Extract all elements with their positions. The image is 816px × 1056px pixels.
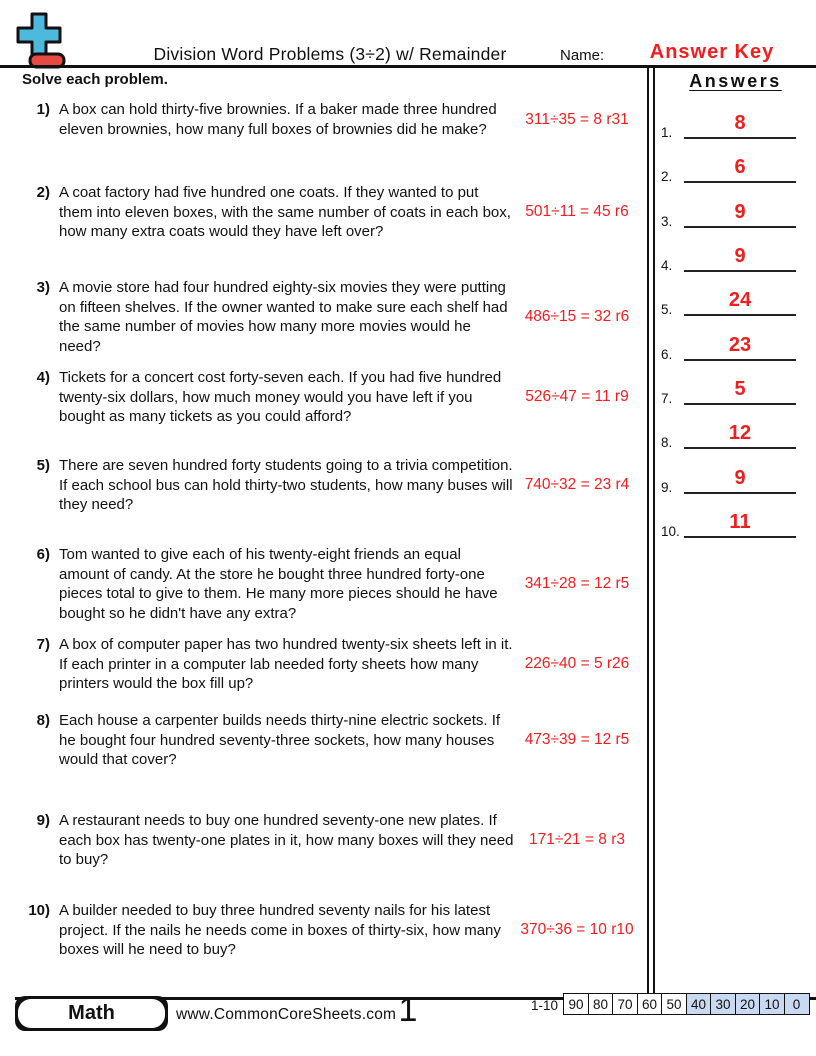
answer-value: 9	[734, 201, 746, 223]
score-cell: 70	[612, 993, 638, 1015]
answer-row	[655, 198, 816, 228]
answer-row	[655, 109, 816, 139]
answers-panel	[655, 66, 816, 626]
answer-number: 8.	[661, 435, 673, 450]
problem-equation: 171÷21 = 8 r3	[529, 831, 625, 849]
answer-value: 5	[734, 378, 746, 400]
problem-text: Tickets for a concert cost forty-seven each. If you had five hundred twenty-six dollars, how much money would you have left if you bought as many tickets as you could afford?	[59, 369, 502, 425]
answer-value: 6	[734, 156, 746, 178]
answer-number: 1.	[661, 125, 673, 140]
problem-equation: 341÷28 = 12 r5	[524, 575, 630, 592]
problem-number: 5)	[36, 457, 50, 474]
subject-label: Math	[18, 999, 165, 1028]
answer-number: 2.	[661, 169, 673, 184]
answer-value: 23	[728, 334, 752, 356]
answer-value: 12	[728, 422, 752, 444]
problem-text: A restaurant needs to buy one hundred seventy-one new plates. If each box has twenty-one plates in it, how many boxes will they need to buy?	[59, 812, 514, 868]
answer-number: 4.	[661, 258, 673, 273]
problem-number: 9)	[36, 812, 50, 829]
problem-equation: 226÷40 = 5 r26	[524, 655, 630, 673]
page-number: 1	[398, 991, 418, 1029]
answer-row	[655, 286, 816, 316]
answer-row	[655, 464, 816, 494]
answer-number: 6.	[661, 347, 673, 362]
page-title: Division Word Problems (3÷2) w/ Remainder	[153, 44, 507, 64]
score-cell: 80	[588, 993, 614, 1015]
answer-value: 8	[734, 112, 746, 134]
answers-title: Answers	[689, 71, 782, 91]
problem-row	[22, 456, 640, 515]
answer-row	[655, 419, 816, 449]
answer-blank	[684, 198, 796, 228]
answer-key-text: Answer Key	[649, 41, 775, 63]
problem-row	[22, 711, 640, 770]
answer-blank	[684, 242, 796, 272]
problem-equation: 501÷11 = 45 r6	[525, 203, 629, 221]
answer-blank	[684, 419, 796, 449]
problem-text: A builder needed to buy three hundred seventy nails for his latest project. If the nails he needs come in boxes of thirty-six, how many boxes will he need to buy?	[59, 902, 501, 958]
answer-number: 3.	[661, 214, 673, 229]
problem-text: A box can hold thirty-five brownies. If a baker made three hundred eleven brownies, how many full boxes of brownies did he make?	[59, 101, 497, 138]
problem-number: 1)	[36, 101, 50, 118]
answer-row	[655, 375, 816, 405]
score-range-label: 1-10	[530, 998, 558, 1013]
problem-number: 7)	[36, 636, 50, 653]
instructions-text: Solve each problem.	[22, 71, 168, 88]
problem-text: A movie store had four hundred eighty-six movies they were putting on fifteen shelves. If the owner wanted to make sure each shelf had the same number of movies how many more movies would he need?	[59, 279, 508, 355]
answer-number: 10.	[661, 524, 680, 539]
problem-text: Each house a carpenter builds needs thirty-nine electric sockets. If he bought four hundred seventy-three sockets, how many houses would that cover?	[59, 712, 501, 768]
answer-blank	[684, 153, 796, 183]
score-cell: 40	[686, 993, 712, 1015]
problem-row	[22, 183, 640, 242]
answers-column-divider	[647, 66, 655, 994]
score-cell: 30	[710, 993, 736, 1015]
problem-number: 2)	[36, 184, 50, 201]
score-cell: 0	[784, 993, 810, 1015]
website-text: www.CommonCoreSheets.com	[176, 1006, 397, 1023]
answer-row	[655, 242, 816, 272]
score-cell: 20	[735, 993, 761, 1015]
problem-number: 3)	[36, 279, 50, 296]
answer-number: 9.	[661, 480, 673, 495]
answer-row	[655, 331, 816, 361]
problem-row	[22, 901, 640, 960]
answer-blank	[684, 375, 796, 405]
answer-value: 24	[728, 289, 752, 311]
problem-row	[22, 368, 640, 427]
answer-number: 7.	[661, 391, 673, 406]
problem-equation: 473÷39 = 12 r5	[524, 731, 630, 749]
plus-minus-icon	[14, 10, 68, 70]
answer-row	[655, 153, 816, 183]
answer-value: 9	[734, 467, 746, 489]
problem-text: A box of computer paper has two hundred twenty-six sheets left in it. If each printer in a computer lab needed forty sheets how many printers would the box fill up?	[59, 636, 513, 692]
answer-row	[655, 508, 816, 538]
problem-text: There are seven hundred forty students going to a trivia competition. If each school bus can hold thirty-two students, how many buses will they need?	[59, 457, 513, 513]
problem-equation: 526÷47 = 11 r9	[525, 388, 629, 406]
problem-equation: 370÷36 = 10 r10	[520, 921, 634, 939]
answer-value: 11	[729, 511, 751, 533]
problem-number: 6)	[36, 546, 50, 563]
score-cell: 90	[563, 993, 589, 1015]
score-grid	[563, 993, 810, 1015]
score-cell: 10	[759, 993, 785, 1015]
problem-row	[22, 278, 640, 356]
problem-number: 8)	[36, 712, 50, 729]
answer-number: 5.	[661, 302, 673, 317]
answer-blank	[684, 286, 796, 316]
name-label: Name:	[560, 47, 605, 64]
answer-blank	[684, 109, 796, 139]
answer-blank	[684, 464, 796, 494]
problem-text: A coat factory had five hundred one coats. If they wanted to put them into eleven boxes, with the same number of coats in each box, how many extra coats would they have left over?	[59, 184, 511, 240]
problem-row	[22, 100, 640, 139]
subject-badge	[15, 996, 168, 1031]
problem-row	[22, 635, 640, 694]
problem-text: Tom wanted to give each of his twenty-eight friends an equal amount of candy. At the store he bought three hundred forty-one pieces total to give to them. He many more pieces should he have bought so he didn't have any extra?	[59, 546, 498, 622]
score-cell: 60	[637, 993, 663, 1015]
answer-blank	[684, 331, 796, 361]
problem-equation: 740÷32 = 23 r4	[524, 476, 630, 494]
problem-row	[22, 545, 640, 623]
score-cell: 50	[661, 993, 687, 1015]
problem-equation: 486÷15 = 32 r6	[524, 308, 630, 325]
problem-number: 4)	[36, 369, 50, 386]
answer-value: 9	[734, 245, 746, 267]
problem-equation: 311÷35 = 8 r31	[525, 110, 629, 128]
problem-row	[22, 811, 640, 870]
answer-blank	[684, 508, 796, 538]
problem-number: 10)	[28, 902, 50, 919]
